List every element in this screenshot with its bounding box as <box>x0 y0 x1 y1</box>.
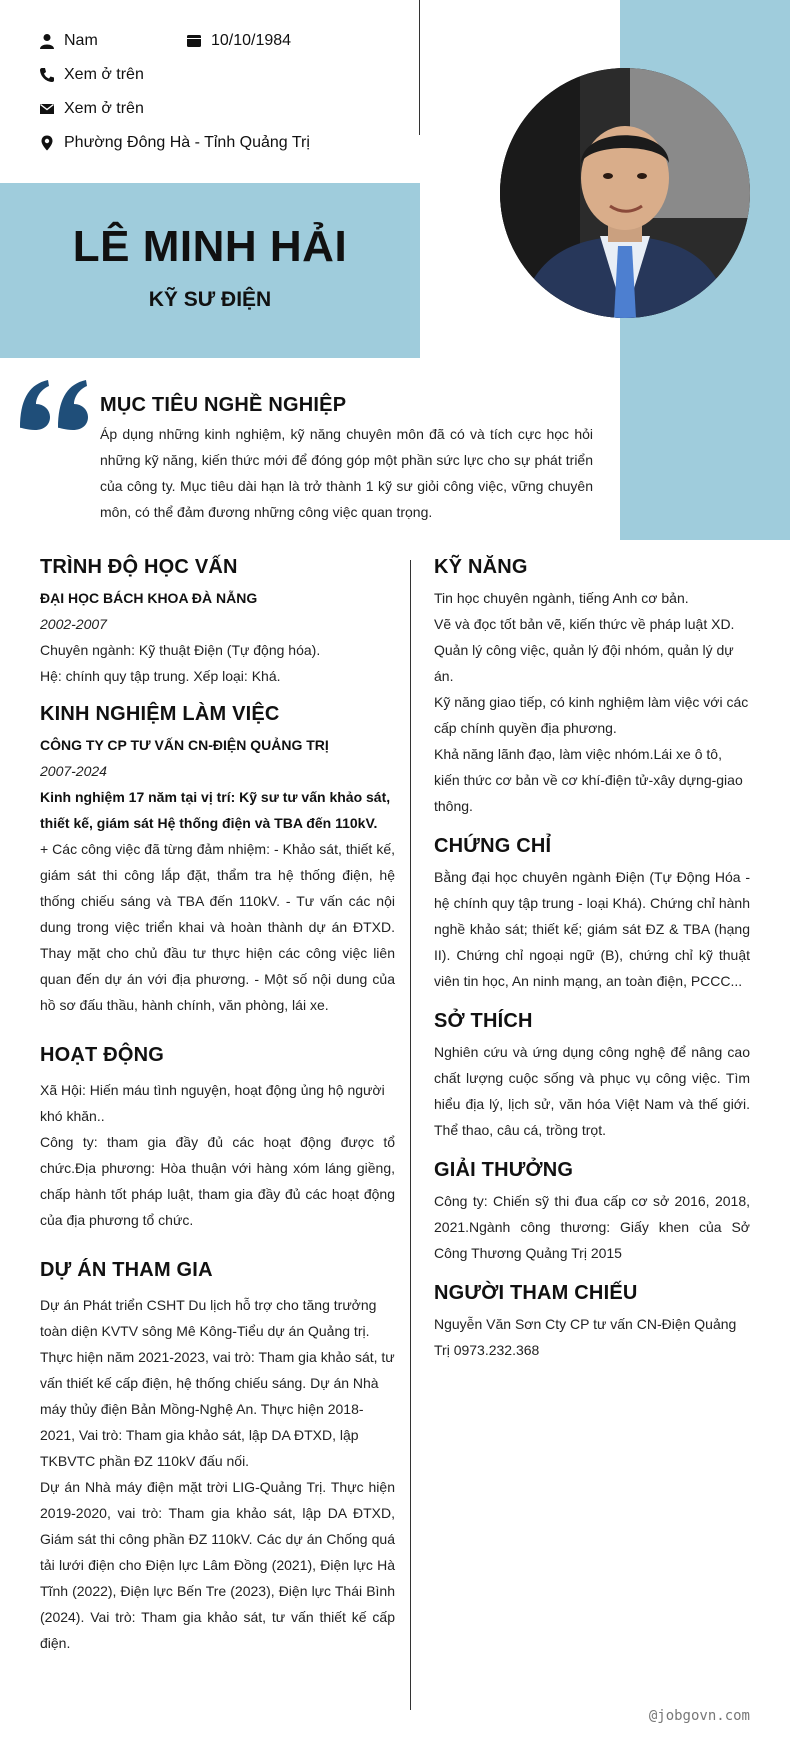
hobbies-text: Nghiên cứu và ứng dụng công nghệ để nâng cao chất lượng cuộc sống và phục vụ công việc. Tìm hiểu địa lý, lịch sử, văn hóa Việt Nam và thế giới. Thể thao, câu cá, trồng trọt. <box>434 1044 750 1138</box>
person-icon <box>39 33 55 49</box>
right-column <box>434 556 750 1377</box>
phone-row <box>39 66 144 84</box>
watermark: @jobgovn.com <box>648 1708 750 1724</box>
project-item: Dự án Nhà máy điện mặt trời LIG-Quảng Trị. Thực hiện 2019-2020, vai trò: Tham gia khảo sát, lập DA ĐTXD, Giám sát thi công phần ĐZ 110kV. Các dự án Chống quá tải lưới điện cho Điện lực Lâm Đồng (2021), Điện lực Hà Tĩnh (2022), Điện lực Bến Tre (2023), Điện lực Thái Bình (2024). Vai trò: Tham gia khảo sát, tư vấn thiết kế cấp điện. <box>40 1479 395 1651</box>
education-title: TRÌNH ĐỘ HỌC VẤN <box>40 556 238 578</box>
header-divider <box>419 0 420 135</box>
skill-item: Quản lý công việc, quản lý đội nhóm, quản lý dự án. <box>434 642 734 684</box>
objective-section <box>100 394 593 525</box>
education-years: 2002-2007 <box>40 616 107 632</box>
project-item: Dự án Phát triển CSHT Du lịch hỗ trợ cho tăng trưởng toàn diện KVTV sông Mê Kông-Tiểu dự án Quảng trị. Thực hiện năm 2021-2023, vai trò: Tham gia khảo sát, tư vấn thiết kế cấp điện, hệ thống chiếu sáng. Dự án Nhà máy thủy điện Bản Mồng-Nghệ An. Thực hiện 2018-2021, Vai trò: Tham gia khảo sát, lập DA ĐTXD, lập TKBVTC phần ĐZ 110kV đấu nối. <box>40 1297 395 1469</box>
certificates-section <box>434 835 750 994</box>
email-value: Xem ở trên <box>64 100 144 117</box>
references-title: NGƯỜI THAM CHIẾU <box>434 1282 638 1304</box>
activities-section <box>40 1044 395 1233</box>
projects-title: DỰ ÁN THAM GIA <box>40 1259 213 1281</box>
skill-item: Vẽ và đọc tốt bản vẽ, kiến thức về pháp luật XD. <box>434 616 735 632</box>
portrait-illustration <box>500 68 750 318</box>
objective-title: MỤC TIÊU NGHỀ NGHIỆP <box>100 394 347 416</box>
mail-icon <box>39 101 55 117</box>
gender-row <box>39 32 98 50</box>
education-type: Hệ: chính quy tập trung. Xếp loại: Khá. <box>40 668 281 684</box>
location-pin-icon <box>39 135 55 151</box>
address-row <box>39 134 310 152</box>
activities-social: Xã Hội: Hiến máu tình nguyện, hoạt động ủng hộ người khó khăn.. <box>40 1082 385 1124</box>
activities-title: HOẠT ĐỘNG <box>40 1044 165 1066</box>
experience-company: CÔNG TY CP TƯ VẤN CN-ĐIỆN QUẢNG TRỊ <box>40 737 329 753</box>
profile-photo <box>500 68 750 318</box>
hobbies-section <box>434 1010 750 1143</box>
awards-text: Công ty: Chiến sỹ thi đua cấp cơ sở 2016, 2018, 2021.Ngành công thương: Giấy khen của Sở Công Thương Quảng Trị 2015 <box>434 1193 750 1261</box>
skills-section <box>434 556 750 819</box>
birthdate-value: 10/10/1984 <box>211 32 292 49</box>
certificates-text: Bằng đại học chuyên ngành Điện (Tự Động Hóa - hệ chính quy tập trung - loại Khá). Chứng chỉ hành nghề khảo sát; thiết kế; giám sát ĐZ & TBA (hạng II). Chứng chỉ ngoại ngữ (B), chứng chỉ kỹ thuật viên tin học, An ninh mạng, an toàn điện, PCCC... <box>434 869 750 989</box>
experience-section <box>40 703 395 1018</box>
birthdate-row <box>186 32 291 50</box>
experience-years: 2007-2024 <box>40 763 107 779</box>
column-divider <box>410 560 411 1710</box>
activities-work: Công ty: tham gia đầy đủ các hoạt động được tổ chức.Địa phương: Hòa thuận với hàng xóm láng giềng, chấp hành tốt pháp luật, tham gia đầy đủ các hoạt động của địa phương tổ chức. <box>40 1134 395 1228</box>
skill-item: Kỹ năng giao tiếp, có kinh nghiệm làm việc với các cấp chính quyền địa phương. <box>434 694 749 736</box>
job-title: KỸ SƯ ĐIỆN <box>148 288 272 311</box>
left-column <box>40 556 395 1670</box>
awards-title: GIẢI THƯỞNG <box>434 1159 574 1181</box>
education-school: ĐẠI HỌC BÁCH KHOA ĐÀ NẴNG <box>40 590 258 606</box>
gender-value: Nam <box>64 32 98 49</box>
experience-title: KINH NGHIỆM LÀM VIỆC <box>40 703 280 725</box>
objective-text: Áp dụng những kinh nghiệm, kỹ năng chuyên môn đã có và tích cực học hỏi những kỹ năng, kiến thức mới để đóng góp một phần sức lực cho sự phát triển của công ty. Mục tiêu dài hạn là trở thành 1 kỹ sư giỏi công việc, vững chuyên môn, có thể đảm đương những công việc quan trọng. <box>100 426 593 520</box>
certificates-title: CHỨNG CHỈ <box>434 835 552 857</box>
references-section <box>434 1282 750 1363</box>
skill-item: Tin học chuyên ngành, tiếng Anh cơ bản. <box>434 590 689 606</box>
quote-icon <box>18 378 92 432</box>
experience-role: Kinh nghiệm 17 năm tại vị trí: Kỹ sư tư vấn khảo sát, thiết kế, giám sát Hệ thống điện và TBA đến 110kV. <box>40 789 391 831</box>
hobbies-title: SỞ THÍCH <box>434 1010 533 1032</box>
phone-value: Xem ở trên <box>64 66 144 83</box>
awards-section <box>434 1159 750 1266</box>
address-value: Phường Đông Hà - Tỉnh Quảng Trị <box>64 134 310 151</box>
education-section <box>40 556 395 689</box>
phone-icon <box>39 67 55 83</box>
skill-item: Khả năng lãnh đạo, làm việc nhóm.Lái xe ô tô, kiến thức cơ bản về cơ khí-điện tử-xây dựng-giao thông. <box>434 746 743 814</box>
education-major: Chuyên ngành: Kỹ thuật Điện (Tự động hóa). <box>40 642 321 658</box>
projects-section <box>40 1259 395 1656</box>
references-text: Nguyễn Văn Sơn Cty CP tư vấn CN-Điện Quảng Trị 0973.232.368 <box>434 1316 737 1358</box>
email-row <box>39 100 144 118</box>
calendar-icon <box>186 33 202 49</box>
full-name: LÊ MINH HẢI <box>72 222 348 271</box>
skills-title: KỸ NĂNG <box>434 556 528 578</box>
experience-details: + Các công việc đã từng đảm nhiệm: - Khảo sát, thiết kế, giám sát thi công lắp đặt, thẩm tra hệ thống điện, hệ thống chiếu sáng và TBA đến 110kV. - Tư vấn các nội dung trong việc triển khai và hoàn thành dự án ĐTXD. Thay mặt cho chủ đầu tư thực hiện các công việc liên quan đến dự án với địa phương. - Một số nội dung của hồ sơ đấu thầu, hành chính, văn phòng, lái xe. <box>40 841 395 1013</box>
